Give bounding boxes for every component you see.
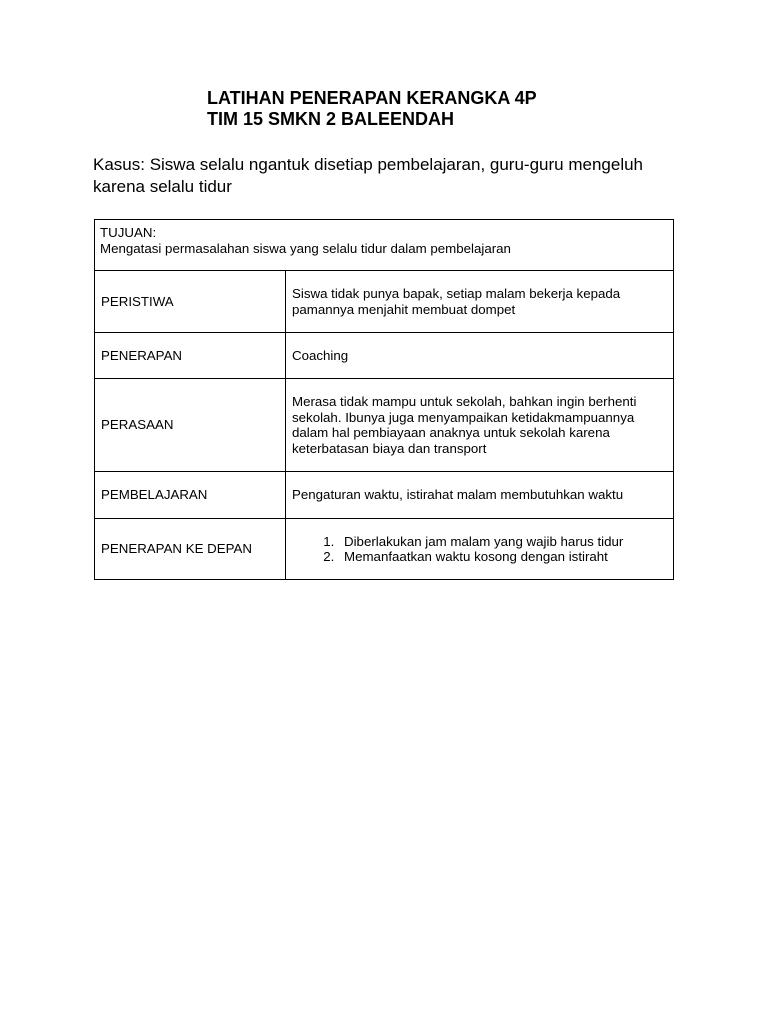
row-label-penerapan: PENERAPAN	[95, 333, 286, 379]
list-item: 1. Diberlakukan jam malam yang wajib harus tidur	[338, 534, 655, 550]
row-value-penerapan: Coaching	[286, 333, 674, 379]
row-value-perasaan: Merasa tidak mampu untuk sekolah, bahkan ingin berhenti sekolah. Ibunya juga menyampaikan ketidakmampuannya dalam hal pembiayaan anaknya untuk sekolah karena keterbatasan biaya dan transport	[286, 379, 674, 472]
row-label-pembelajaran: PEMBELAJARAN	[95, 472, 286, 519]
table-row	[95, 271, 674, 333]
table-row	[95, 519, 674, 580]
table-row	[95, 379, 674, 472]
title-line-2: TIM 15 SMKN 2 BALEENDAH	[207, 109, 455, 129]
row-value-peristiwa: Siswa tidak punya bapak, setiap malam bekerja kepada pamannya menjahit membuat dompet	[286, 271, 674, 333]
framework-table	[94, 219, 674, 580]
case-description: Kasus: Siswa selalu ngantuk disetiap pembelajaran, guru-guru mengeluh karena selalu tidur	[93, 155, 644, 196]
goal-text: Mengatasi permasalahan siswa yang selalu tidur dalam pembelajaran	[100, 240, 511, 256]
goal-row	[95, 220, 674, 271]
future-plan-list	[292, 534, 655, 565]
row-value-pembelajaran: Pengaturan waktu, istirahat malam membutuhkan waktu	[286, 472, 674, 519]
row-label-perasaan: PERASAAN	[95, 379, 286, 472]
row-value-penerapan-ke-depan	[286, 519, 674, 580]
goal-label: TUJUAN:	[100, 225, 157, 240]
goal-cell	[95, 220, 674, 271]
document-title	[207, 88, 537, 130]
row-label-peristiwa: PERISTIWA	[95, 271, 286, 333]
row-label-penerapan-ke-depan: PENERAPAN KE DEPAN	[95, 519, 286, 580]
list-item: 2. Memanfaatkan waktu kosong dengan istiraht	[338, 549, 655, 565]
table-row	[95, 472, 674, 519]
title-line-1: LATIHAN PENERAPAN KERANGKA 4P	[207, 88, 537, 108]
table-row	[95, 333, 674, 379]
